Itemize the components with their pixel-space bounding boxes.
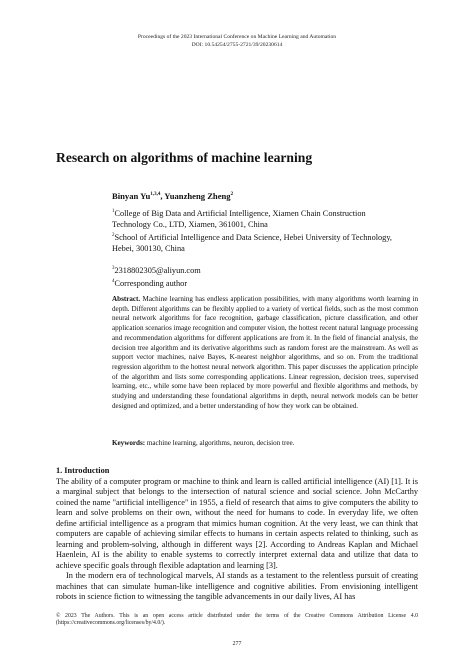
affiliation-number: 1: [112, 209, 115, 214]
paper-title: Research on algorithms of machine learning: [56, 150, 313, 165]
affiliation-number: 2: [112, 232, 115, 238]
author-name: Yuanzheng Zheng: [164, 191, 231, 201]
author-name: Binyan Yu: [112, 191, 151, 201]
author-superscript: 2: [230, 192, 234, 198]
abstract: [112, 295, 418, 412]
contact-number: 4: [112, 278, 115, 284]
header-proceedings: Proceedings of the 2023 International Conference on Machine Learning and Automation: [137, 34, 337, 40]
affiliation-text: School of Artificial Intelligence and Data Science, Hebei University of Technology,: [114, 232, 393, 242]
corresponding-author-note: Corresponding author: [114, 278, 188, 288]
keywords-label: Keywords:: [112, 439, 146, 447]
affiliation: [112, 206, 392, 254]
affiliation-text: Hebei, 300130, China: [112, 243, 185, 253]
keywords-text: machine learning, algorithms, neuron, decision tree.: [145, 439, 295, 447]
contact-info: [112, 263, 201, 289]
body-text: [56, 477, 418, 602]
author-separator: ,: [160, 191, 165, 201]
page-number: 277: [232, 641, 242, 647]
body-paragraph: The ability of a computer program or machine to think and learn is called artificial intelligence (AI) [1]. It is a marginal subject that belongs to the intersection of natural science and social science. John McCarthy coined the name "artificial intelligence" in 1955, a field of research that aims to give computers the ability to learn and solve problems on their own, without the need for humans to code. In everyday life, we often define artificial intelligence as a program that mimics human cognition. At the very least, we can think that computers are capable of achieving similar effects to humans in certain aspects related to thinking, such as learning and problem-solving, although in different ways [2]. According to Andreas Kaplan and Michael Haenlein, AI is the ability to enable systems to correctly interpret external data and utilize that data to achieve specific goals through flexible adaptation and learning [3].: [56, 477, 418, 570]
body-paragraph: In the modern era of technological marvels, AI stands as a testament to the relentless pursuit of creating machines that can simulate human-like intelligence and cognitive abilities. From envisioning intelligent robots in science fiction to witnessing the tangible advancements in our daily lives, AI has: [56, 571, 418, 601]
affiliation-text: College of Big Data and Artificial Intelligence, Xiamen Chain Construction: [114, 208, 366, 218]
contact-number: 3: [112, 266, 115, 271]
header-doi: DOI: 10.54254/2755-2721/39/20230614: [191, 42, 283, 49]
abstract-text: Machine learning has endless application possibilities, with many algorithms worth learning in depth. Different algorithms can be flexibly applied to a variety of vertical fields, such as the most common neural network algorithms for face recognition, garbage classification, picture classification, and other application scenarios image recognition and computer vision, the hottest recent natural language processing and recommendation algorithms for different applications are from it. In the field of financial analysis, the decision tree algorithm and its derivative algorithms such as random forest are the mainstream. As well as support vector machines, naive Bayes, K-nearest neighbor algorithms, and so on. From the traditional regression algorithm to the hottest neural network algorithm. This paper discusses the application principle of the algorithm and lists some corresponding applications. Linear regression, decision trees, supervised learning, etc., while some have been replaced by more powerful and flexible algorithms and methods, by studying and understanding these foundational algorithms in depth, neural network models can be better designed and optimized, and a better understanding of how they work can be obtained.: [112, 295, 418, 410]
running-header: [0, 33, 474, 49]
author-superscript: 1,3,4: [150, 192, 161, 198]
abstract-label: Abstract.: [112, 295, 141, 303]
author-list: [112, 191, 233, 201]
section-heading: 1. Introduction: [56, 466, 110, 475]
license-footnote: © 2023 The Authors. This is an open access article distributed under the terms of the Creative Commons Attribution License 4.0 (https://creativecommons.org/licenses/by/4.0/).: [56, 613, 418, 627]
affiliation-text: Technology Co., LTD, Xiamen, 361001, China: [112, 219, 268, 229]
contact-email: 2318802305@aliyun.com: [114, 265, 201, 275]
keywords: [112, 439, 294, 447]
